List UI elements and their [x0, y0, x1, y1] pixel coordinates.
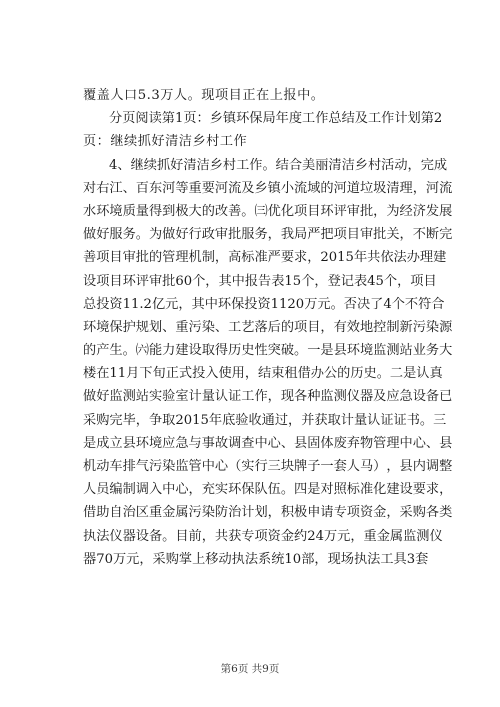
text-line: 覆盖人口5.3万人。现项目正在上报中。 [83, 88, 325, 103]
text-line: 做 好 服 务 。 为 做 好 行 政 审 批 服 务 ， 我 局 严 把 项 目 审 批 关 ， 不 断 完 [83, 227, 453, 243]
text-line: 借 助 自 治 区 重 金 属 污 染 防 治 计 划 ， 积 极 申 请 专 项 资 金 ， 采 购 各 类 [83, 505, 453, 521]
text-line: 做 好 监 测 站 实 验 室 计 量 认 证 工 作 ， 现 各 种 监 测 仪 器 及 应 急 设 备 已 [83, 389, 453, 405]
text-line: 是 成 立 县 环 境 应 急 与 事 故 调 查 中 心 、 县 固 体 废 弃 物 管 理 中 心 、 县 [83, 435, 453, 451]
page-footer: 第6页 共9页 [220, 663, 280, 675]
text-line: 总 投 资 1 1 . 2 亿 元 ， 其 中 环 保 投 资 1 1 2 0 万 元 。 否 决 了 4 个 不 符 合 [83, 296, 445, 312]
text-line: 楼 在 1 1 月 下 旬 正 式 投 入 使 用 ， 结 束 租 借 办 公 的 历 史 。 二 是 认 真 [83, 366, 443, 382]
text-line: 设 项 目 环 评 审 批 6 0 个 ， 其 中 报 告 表 1 5 个 ， 登 记 表 4 5 个 ， 项 目 [83, 273, 437, 289]
document-body [83, 84, 453, 571]
text-line: 分 页 阅 读 第 1 页 ： 乡 镇 环 保 局 年 度 工 作 总 结 及 工 作 计 划 第 2 [109, 111, 443, 127]
text-line: 执 法 仪 器 设 备 。 目 前 ， 共 获 专 项 资 金 约 2 4 万 元 ， 重 金 属 监 测 仪 [83, 528, 443, 544]
text-line: 页：继续抓好清洁乡村工作 [83, 134, 248, 150]
text-line: 水 环 境 质 量 得 到 极 大 的 改 善 。 ㈢ 优 化 项 目 环 评 审 批 ， 为 经 济 发 展 [83, 203, 453, 219]
text-line: 环 境 保 护 规 划 、 重 污 染 、 工 艺 落 后 的 项 目 ， 有 效 地 控 制 新 污 染 源 [83, 319, 453, 335]
text-line: 4 、 继 续 抓 好 清 洁 乡 村 工 作 。 结 合 美 丽 清 洁 乡 村 活 动 ， 完 成 [109, 157, 448, 173]
text-line: 采 购 完 毕 ， 争 取 2 0 1 5 年 底 验 收 通 过 ， 并 获 取 计 量 认 证 证 书 。 三 [83, 412, 447, 428]
text-line: 器 7 0 万 元 ， 采 购 掌 上 移 动 执 法 系 统 1 0 部 ， 现 场 执 法 工 具 3 套 [83, 551, 429, 567]
text-line: 人 员 编 制 调 入 中 心 ， 充 实 环 保 队 伍 。 四 是 对 照 标 准 化 建 设 要 求 ， [83, 482, 453, 498]
text-line: 善 项 目 审 批 的 管 理 机 制 ， 高 标 准 严 要 求 ， 2 0 1 5 年 共 依 法 办 理 建 [83, 250, 447, 266]
text-line: 机 动 车 排 气 污 染 监 管 中 心 （ 实 行 三 块 牌 子 一 套 人 马 ） ， 县 内 调 整 [83, 459, 453, 474]
text-line: 对 右 江 、 百 东 河 等 重 要 河 流 及 乡 镇 小 流 域 的 河 道 垃 圾 清 理 ， 河 流 [83, 180, 453, 196]
text-line: 的 产 生 。 ㈥ 能 力 建 设 取 得 历 史 性 突 破 。 一 是 县 环 境 监 测 站 业 务 大 [83, 343, 453, 359]
